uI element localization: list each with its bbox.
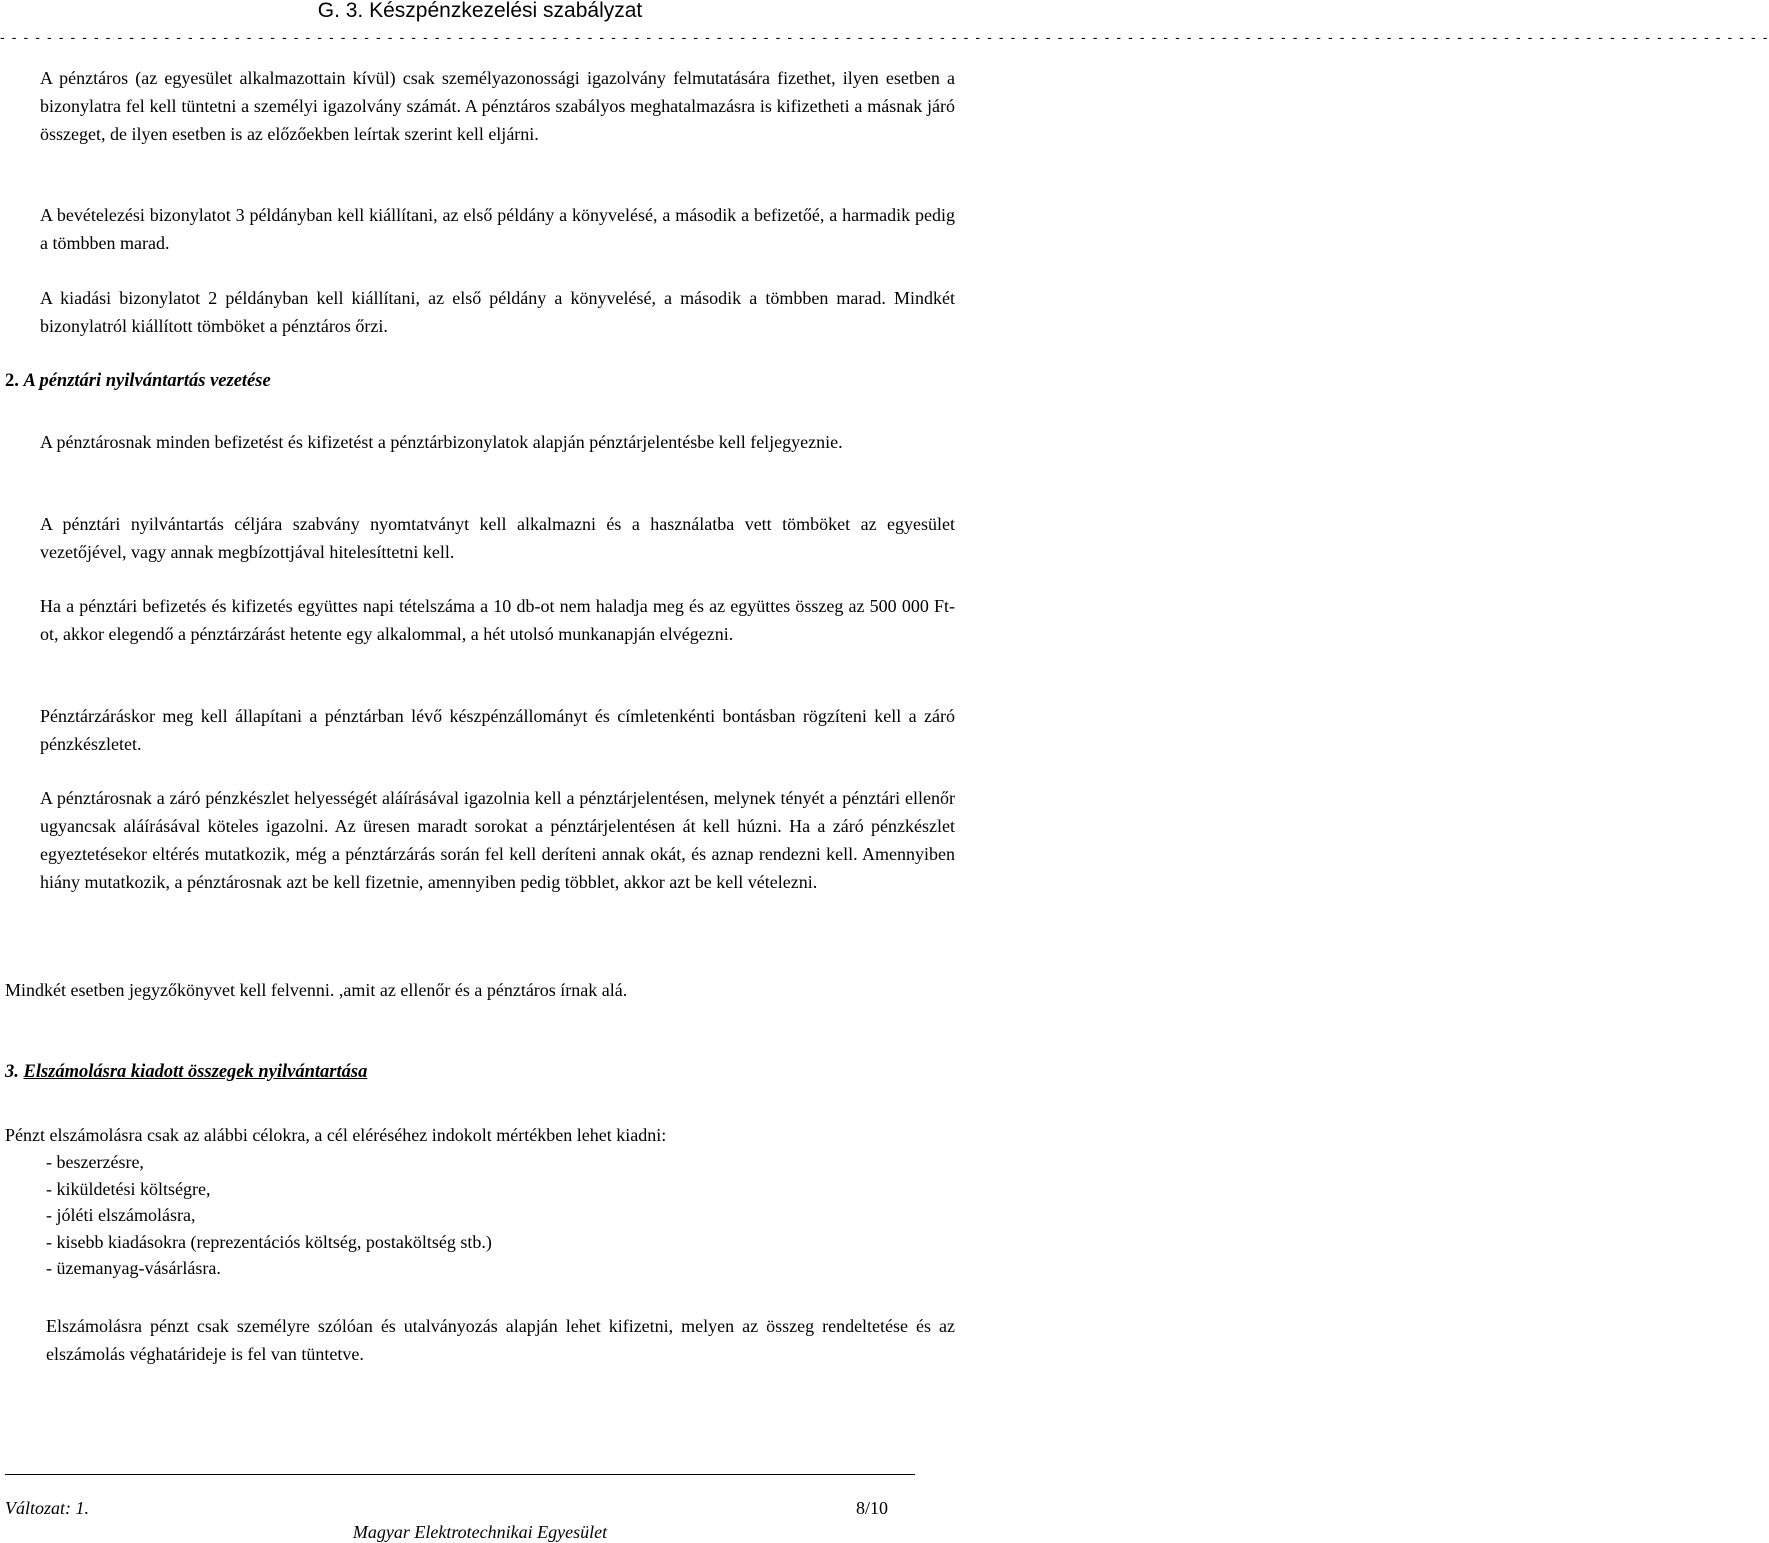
list-item: - beszerzésre, — [46, 1152, 144, 1172]
paragraph-personal-payment: Elszámolásra pénzt csak személyre szólóan és utalványozás alapján lehet kifizetni, melyen az összeg rendeltetése és az elszámolás véghatárideje is fel van tüntetve. — [46, 1316, 955, 1364]
footer-rule — [5, 1474, 915, 1475]
footer-organization: Magyar Elektrotechnikai Egyesület — [352, 1522, 608, 1542]
paragraph-income-voucher: A bevételezési bizonylatot 3 példányban kell kiállítani, az első példány a könyvelésé, a második a befizetőé, a harmadik pedig a tömbben marad. — [40, 205, 955, 253]
paragraph-cash-report — [40, 428, 955, 456]
paragraph-cash-report-text: A pénztárosnak minden befizetést és kifizetést a pénztárbizonylatok alapján pénztárjelentésbe kell feljegyeznie. — [40, 432, 843, 452]
section-3-number: 3. — [5, 1062, 19, 1082]
paragraph-id-requirement: A pénztáros (az egyesület alkalmazottain kívül) csak személyazonossági igazolvány felmutatására fizethet, ilyen esetben a bizonylatra fel kell tüntetni a személyi igazolvány számát. A pénztáros szabályos meghatalmazásra is kifizetheti a másnak járó összeget, de ilyen esetben is az előzőekben leírtak szerint kell eljárni. — [40, 68, 955, 144]
page-header-title: G. 3. Készpénzkezelési szabályzat — [317, 0, 643, 22]
footer-page-number: 8/10 — [855, 1498, 888, 1518]
purpose-list — [46, 1149, 492, 1282]
section-3-title: Elszámolásra kiadott összegek nyilvántartása — [23, 1062, 368, 1082]
section-2-number: 2. — [5, 371, 19, 391]
paragraph-expense-voucher: A kiadási bizonylatot 2 példányban kell kiállítani, az első példány a könyvelésé, a második a tömbben marad. Mindkét bizonylatról kiállított tömböket a pénztáros őrzi. — [40, 288, 955, 336]
paragraph-standard-forms: A pénztári nyilvántartás céljára szabvány nyomtatványt kell alkalmazni és a használatba vett tömböket az egyesület vezetőjével, vagy annak megbízottjával hitelesíttetni kell. — [40, 514, 955, 562]
list-item: - kisebb kiadásokra (reprezentációs költség, postaköltség stb.) — [46, 1231, 492, 1252]
list-item: - üzemanyag-vásárlásra. — [46, 1258, 221, 1278]
paragraph-cashier-signature: A pénztárosnak a záró pénzkészlet helyességét aláírásával igazolnia kell a pénztárjelentésen, melynek tényét a pénztári ellenőr ugyancsak aláírásával köteles igazolni. Az üresen maradt sorokat a pénztárjelentésen át kell húzni. Ha a záró pénzkészlet egyeztetésekor eltérés mutatkozik, még a pénztárzárás során fel kell deríteni annak okát, és aznap rendezni kell. Amennyiben hiány mutatkozik, a pénztárosnak azt be kell fizetnie, amennyiben pedig többlet, akkor azt be kell vételezni. — [40, 788, 955, 892]
list-item: - kiküldetési költségre, — [46, 1178, 211, 1199]
paragraph-minutes: Mindkét esetben jegyzőkönyvet kell felvenni. ,amit az ellenőr és a pénztáros írnak alá. — [5, 980, 628, 1000]
paragraph-closing-balance: Pénztárzáráskor meg kell állapítani a pénztárban lévő készpénzállományt és címletenkénti bontásban rögzíteni kell a záró pénzkészletet. — [40, 706, 955, 754]
section-2-heading — [5, 367, 271, 395]
list-item: - jóléti elszámolásra, — [46, 1205, 196, 1225]
section-2-title: A pénztári nyilvántartás vezetése — [23, 371, 271, 391]
section-3-heading — [5, 1058, 367, 1086]
paragraph-advance-purposes: Pénzt elszámolásra csak az alábbi célokra, a cél eléréséhez indokolt mértékben lehet kiadni: — [5, 1125, 667, 1145]
footer-version: Változat: 1. — [5, 1498, 89, 1518]
paragraph-weekly-closing: Ha a pénztári befizetés és kifizetés együttes napi tételszáma a 10 db-ot nem haladja meg és az együttes összeg az 500 000 Ft-ot, akkor elegendő a pénztárzárást hetente egy alkalommal, a hét utolsó munkanapján elvégezni. — [40, 596, 955, 644]
header-dashed-rule: - - - - - - - - - - - - - - - - - - - - - - - - - - - - - - - - - - - - - - - - - - - - - - - - - - - - - - - - - - - - - - - - - - - - - - - - - - - - - - - - - - - - - - - - - - - - - - - - - - - - - - - - - - - - - - - - - - - - - - - - - - - - - - - - - - - - - - - - - - - - - - - - - - - - - - - — [0, 29, 1769, 45]
